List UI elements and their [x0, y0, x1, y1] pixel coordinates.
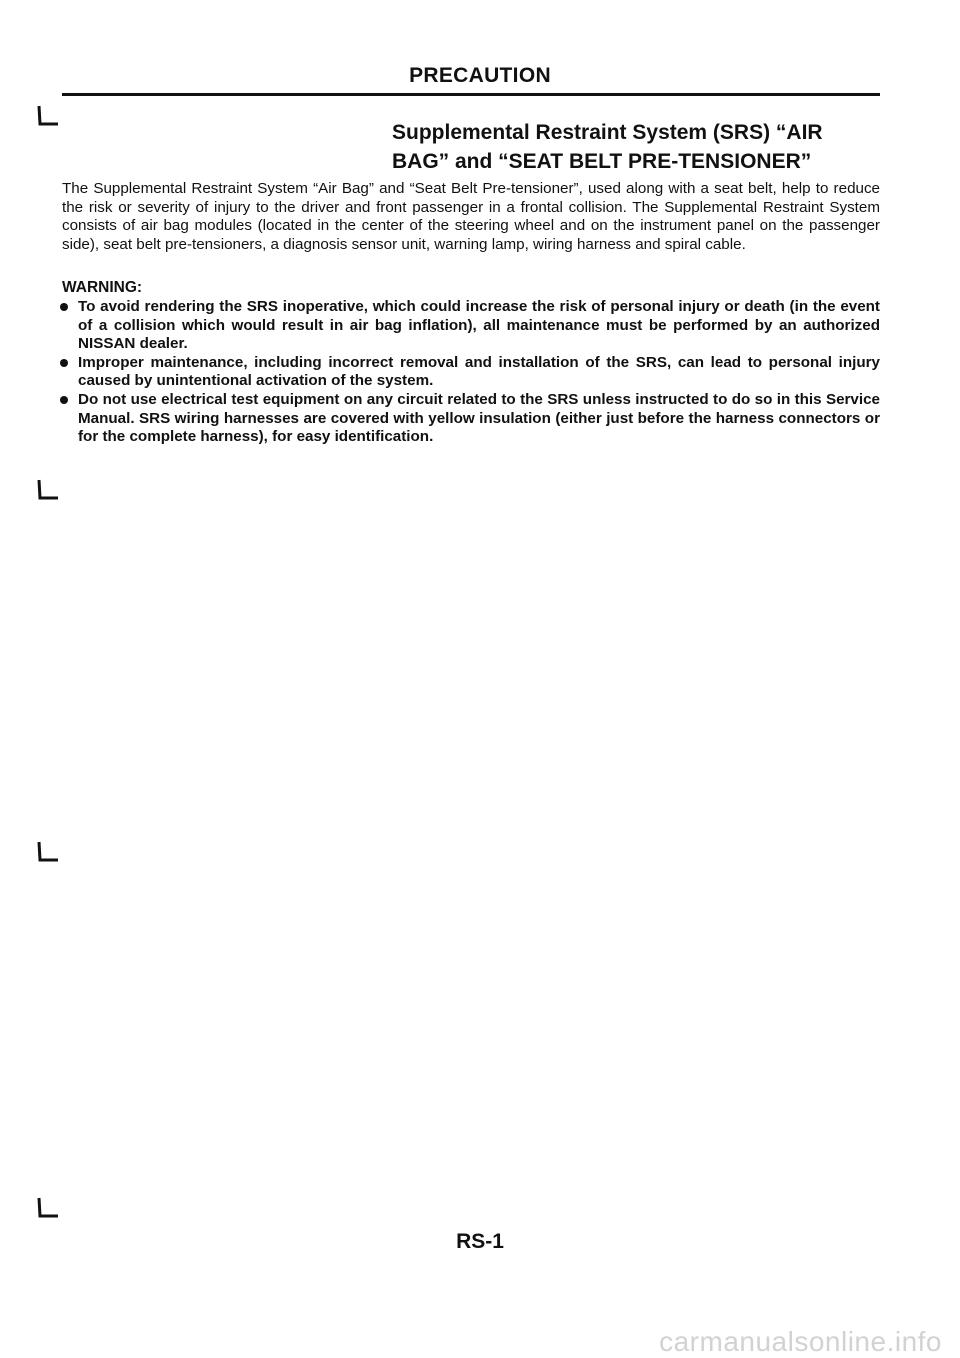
header-rule	[62, 93, 880, 96]
warning-item-text: To avoid rendering the SRS inoperative, which could increase the risk of personal injury or death (in the event of a collision which would result in air bag inflation), all maintenance must be performed by an authorized NISSAN dealer.	[78, 298, 880, 353]
warning-item	[62, 298, 880, 354]
intro-paragraph: The Supplemental Restraint System “Air Bag” and “Seat Belt Pre-tensioner”, used along with a seat belt, help to reduce the risk or severity of injury to the driver and front passenger in a frontal collision. The Supplemental Restraint System consists of air bag modules (located in the center of the steering wheel and on the instrument panel on the passenger side), seat belt pre-tensioners, a diagnosis sensor unit, warning lamp, wiring harness and spiral cable.	[62, 180, 880, 253]
section-title	[392, 118, 892, 176]
bullet-icon	[60, 359, 68, 367]
bullet-icon	[60, 303, 68, 311]
warning-item	[62, 354, 880, 391]
bullet-icon	[60, 396, 68, 404]
section-title-line-2: BAG” and “SEAT BELT PRE-TENSIONER”	[392, 150, 812, 173]
index-tab-mark-icon	[36, 104, 60, 130]
warning-list	[62, 298, 880, 447]
index-tab-mark-icon	[36, 1196, 60, 1222]
site-watermark: carmanualsonline.info	[659, 1326, 942, 1357]
warning-item	[62, 391, 880, 447]
index-tab-mark-icon	[36, 840, 60, 866]
section-title-line-1: Supplemental Restraint System (SRS) “AIR	[392, 121, 823, 144]
warning-item-text: Improper maintenance, including incorrect removal and installation of the SRS, can lead to personal injury caused by unintentional activation of the system.	[78, 353, 880, 390]
warning-heading: WARNING:	[62, 279, 143, 296]
page-number: RS-1	[456, 1230, 504, 1253]
warning-item-text: Do not use electrical test equipment on any circuit related to the SRS unless instructed to do so in this Service Manual. SRS wiring harnesses are covered with yellow insulation (either just before the harness connectors or for the complete harness), for easy identification.	[78, 390, 880, 446]
index-tab-mark-icon	[36, 478, 60, 504]
page-header-title: PRECAUTION	[409, 64, 551, 87]
